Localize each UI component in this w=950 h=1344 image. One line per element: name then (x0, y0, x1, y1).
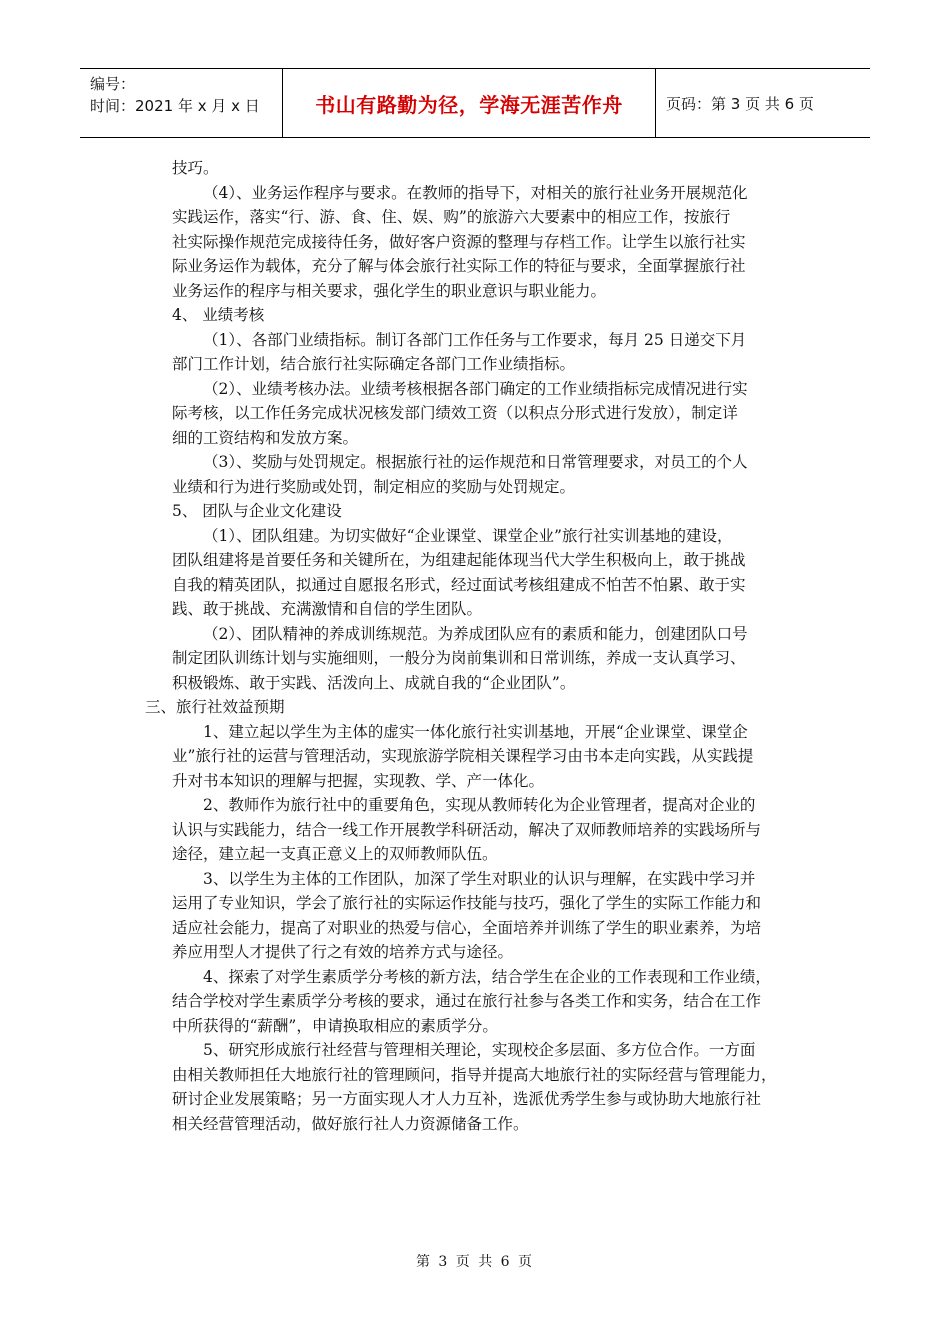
header-page-cell (656, 69, 870, 137)
header-motto-cell (283, 69, 656, 137)
body-line: 三、旅行社效益预期 (145, 698, 285, 716)
header-meta (80, 69, 283, 137)
page-footer: 第 3 页 共 6 页 (415, 1254, 535, 1270)
body-line: 际业务运作为载体，充分了解与体会旅行社实际工作的特征与要求，全面掌握旅行社 (172, 257, 746, 275)
body-line: 细的工资结构和发放方案。 (172, 428, 359, 447)
body-line: 业”旅行社的运营与管理活动，实现旅游学院相关课程学习由书本走向实践，从实践提 (172, 747, 754, 765)
body-line: 相关经营管理活动，做好旅行社人力资源储备工作。 (172, 1114, 529, 1133)
body-line: 5、 团队与企业文化建设 (172, 502, 342, 520)
body-line: 技巧。 (172, 159, 219, 177)
number-label: 编号： (90, 75, 136, 93)
body-line: （2）、团队精神的养成训练规范。为养成团队应有的素质和能力，创建团队口号 (203, 624, 748, 643)
body-line: 业务运作的程序与相关要求，强化学生的职业意识与职业能力。 (172, 281, 607, 300)
header-page-label: 页码：第 3 页 共 6 页 (666, 94, 814, 113)
motto-text: 书山有路勤为径，学海无涯苦作舟 (315, 92, 623, 117)
body-line: （1）、团队组建。为切实做好“企业课堂、课堂企业”旅行社实训基地的建设， (203, 526, 733, 545)
body-line: 养应用型人才提供了行之有效的培养方式与途径。 (172, 943, 514, 961)
body-line: （4）、业务运作程序与要求。在教师的指导下，对相关的旅行社业务开展规范化 (203, 183, 748, 202)
body-line: 自我的精英团队，拟通过自愿报名形式，经过面试考核组建成不怕苦不怕累、敢于实 (172, 575, 746, 594)
body-line: 4、 业绩考核 (172, 306, 265, 324)
body-line: 升对书本知识的理解与把握，实现教、学、产一体化。 (172, 771, 545, 790)
body-line: 践、敢于挑战、充满激情和自信的学生团队。 (172, 600, 483, 618)
date-label: 时间：2021 年 x 月 x 日 (90, 97, 260, 115)
body-line: 团队组建将是首要任务和关键所在，为组建起能体现当代大学生积极向上，敢于挑战 (172, 551, 746, 569)
body-line: 社实际操作规范完成接待任务，做好客户资源的整理与存档工作。让学生以旅行社实 (172, 232, 746, 251)
body-line: 1、建立起以学生为主体的虚实一体化旅行社实训基地，开展“企业课堂、课堂企 (203, 722, 748, 741)
body-line: 积极锻炼、敢于实践、活泼向上、成就自我的“企业团队”。 (172, 673, 576, 692)
body-line: 4、探索了对学生素质学分考核的新方法，结合学生在企业的工作表现和工作业绩， (203, 967, 771, 986)
body-line: 适应社会能力，提高了对职业的热爱与信心，全面培养并训练了学生的职业素养，为培 (172, 918, 762, 937)
body-line: 业绩和行为进行奖励或处罚，制定相应的奖励与处罚规定。 (172, 477, 576, 496)
body-line: （2）、业绩考核办法。业绩考核根据各部门确定的工作业绩指标完成情况进行实 (203, 379, 748, 398)
body-line: 实践运作，落实“行、游、食、住、娱、购”的旅游六大要素中的相应工作，按旅行 (172, 208, 731, 226)
body-line: 中所获得的“薪酬”，申请换取相应的素质学分。 (172, 1016, 498, 1035)
body-line: 际考核，以工作任务完成状况核发部门绩效工资（以积点分形式进行发放），制定详 (172, 404, 738, 422)
body-line: （3）、奖励与处罚规定。根据旅行社的运作规范和日常管理要求，对员工的个人 (203, 453, 748, 471)
body-line: 制定团队训练计划与实施细则，一般分为岗前集训和日常训练，养成一支认真学习、 (172, 649, 746, 667)
body-line: 3、以学生为主体的工作团队，加深了学生对职业的认识与理解，在实践中学习并 (203, 869, 756, 888)
body-line: （1）、各部门业绩指标。制订各部门工作任务与工作要求，每月 25 日递交下月 (203, 330, 747, 349)
body-line: 2、教师作为旅行社中的重要角色，实现从教师转化为企业管理者，提高对企业的 (203, 796, 756, 814)
body-line: 运用了专业知识，学会了旅行社的实际运作技能与技巧，强化了学生的实际工作能力和 (172, 894, 762, 912)
document-body (145, 156, 810, 1136)
body-line: 由相关教师担任大地旅行社的管理顾问，指导并提高大地旅行社的实际经营与管理能力， (172, 1065, 777, 1084)
body-line: 认识与实践能力，结合一线工作开展教学科研活动，解决了双师教师培养的实践场所与 (172, 820, 762, 839)
body-line: 部门工作计划，结合旅行社实际确定各部门工作业绩指标。 (172, 355, 576, 373)
page-header (80, 68, 870, 138)
body-line: 途径，建立起一支真正意义上的双师教师队伍。 (172, 845, 498, 863)
body-line: 5、研究形成旅行社经营与管理相关理论，实现校企多层面、多方位合作。一方面 (203, 1041, 756, 1059)
body-line: 研讨企业发展策略；另一方面实现人才人力互补，选派优秀学生参与或协助大地旅行社 (172, 1090, 762, 1108)
body-line: 结合学校对学生素质学分考核的要求，通过在旅行社参与各类工作和实务，结合在工作 (172, 992, 762, 1010)
